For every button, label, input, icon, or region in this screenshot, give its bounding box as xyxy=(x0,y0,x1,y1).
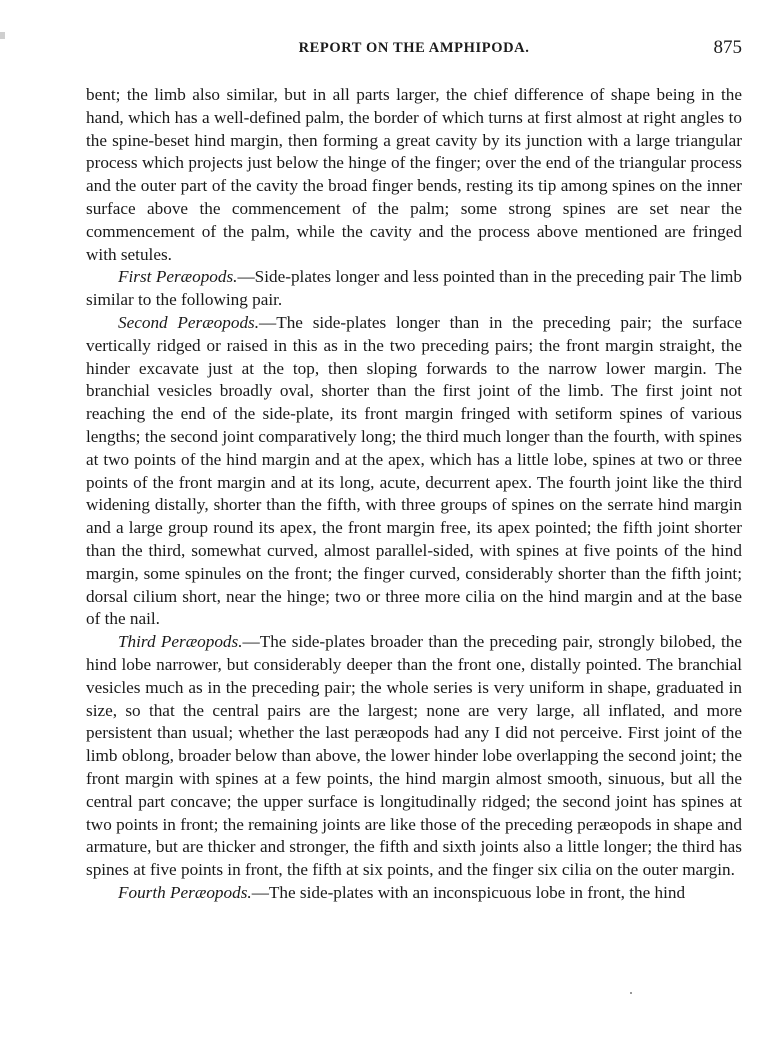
section-heading: Fourth Peræopods. xyxy=(118,882,252,902)
paragraph-first-peraeopods xyxy=(86,266,742,312)
scan-speck xyxy=(630,992,632,994)
paragraph-text: bent; the limb also similar, but in all parts larger, the chief difference of shape being in the hand, which has a well-defined palm, the border of which turns at first almost at right angles to the spine-beset hind margin, then forming a great cavity by its junction with a large triangular process which projects just below the hinge of the finger; over the end of the triangular process and the outer part of the cavity the broad finger bends, resting its tip among spines on the inner surface above the commencement of the palm; some strong spines are set near the commencement of the palm, while the cavity and the process above mentioned are fringed with setules. xyxy=(86,85,742,264)
paragraph-fourth-peraeopods xyxy=(86,882,742,905)
paragraph-text: —Side-plates longer and less pointed than in the preceding pair The limb similar to the following pair. xyxy=(86,267,742,310)
page-header xyxy=(86,37,742,64)
paragraph-continuation xyxy=(86,84,742,266)
running-title: REPORT ON THE AMPHIPODA. xyxy=(298,40,530,56)
paragraph-second-peraeopods xyxy=(86,312,742,631)
section-heading: Third Peræopods. xyxy=(118,632,243,652)
paragraph-third-peraeopods xyxy=(86,631,742,882)
section-heading: First Peræopods. xyxy=(118,267,238,287)
scan-edge-mark xyxy=(0,32,5,39)
section-heading: Second Peræopods. xyxy=(118,312,260,332)
paragraph-text: —The side-plates longer than in the preceding pair; the surface vertically ridged or raised in this as in the two preceding pairs; the front margin straight, the hinder excavate just at the top, then sloping forwards to the narrow lower margin. The branchial vesicles broadly oval, shorter than the first joint of the limb. The first joint not reaching the end of the side-plate, its front margin fringed with setiform spines of various lengths; the second joint comparatively long; the third much longer than the fourth, with spines at two points of the hind margin and at the apex, which has a little lobe, spines at two or three points of the front margin and at its long, acute, decurrent apex. The fourth joint like the third widening distally, shorter than the fifth, with three groups of spines on the serrate hind margin and a large group round its apex, the front margin free, its apex pointed; the fifth joint shorter than the third, somewhat curved, almost parallel-sided, with spines at five points of the hind margin, some spinules on the front; the finger curved, considerably shorter than the fifth joint; dorsal cilium short, near the hinge; two or three more cilia on the hind margin and at the base of the nail. xyxy=(86,312,742,629)
body-text xyxy=(86,84,742,905)
paragraph-text: —The side-plates with an inconspicuous lobe in front, the hind xyxy=(251,882,686,902)
page-number: 875 xyxy=(713,37,742,58)
paragraph-text: —The side-plates broader than the preceding pair, strongly bilobed, the hind lobe narrower, but considerably deeper than the front one, distally pointed. The branchial vesicles much as in the preceding pair; the whole series is very uniform in shape, graduated in size, so that the central pairs are the largest; none are very large, all inflated, and more persistent than usual; whether the last peræopods had any I did not perceive. First joint of the limb oblong, broader below than above, the lower hinder lobe overlapping the second joint; the front margin with spines at a few points, the hind margin almost smooth, sinuous, but all the central part concave; the upper surface is longitudinally ridged; the second joint has spines at two points in front; the remaining joints are like those of the preceding peræopods in shape and armature, but are thicker and stronger, the fifth and sixth joints also a little longer; the third has spines at five points in front, the fifth at six points, and the finger six cilia on the outer margin. xyxy=(86,632,742,880)
